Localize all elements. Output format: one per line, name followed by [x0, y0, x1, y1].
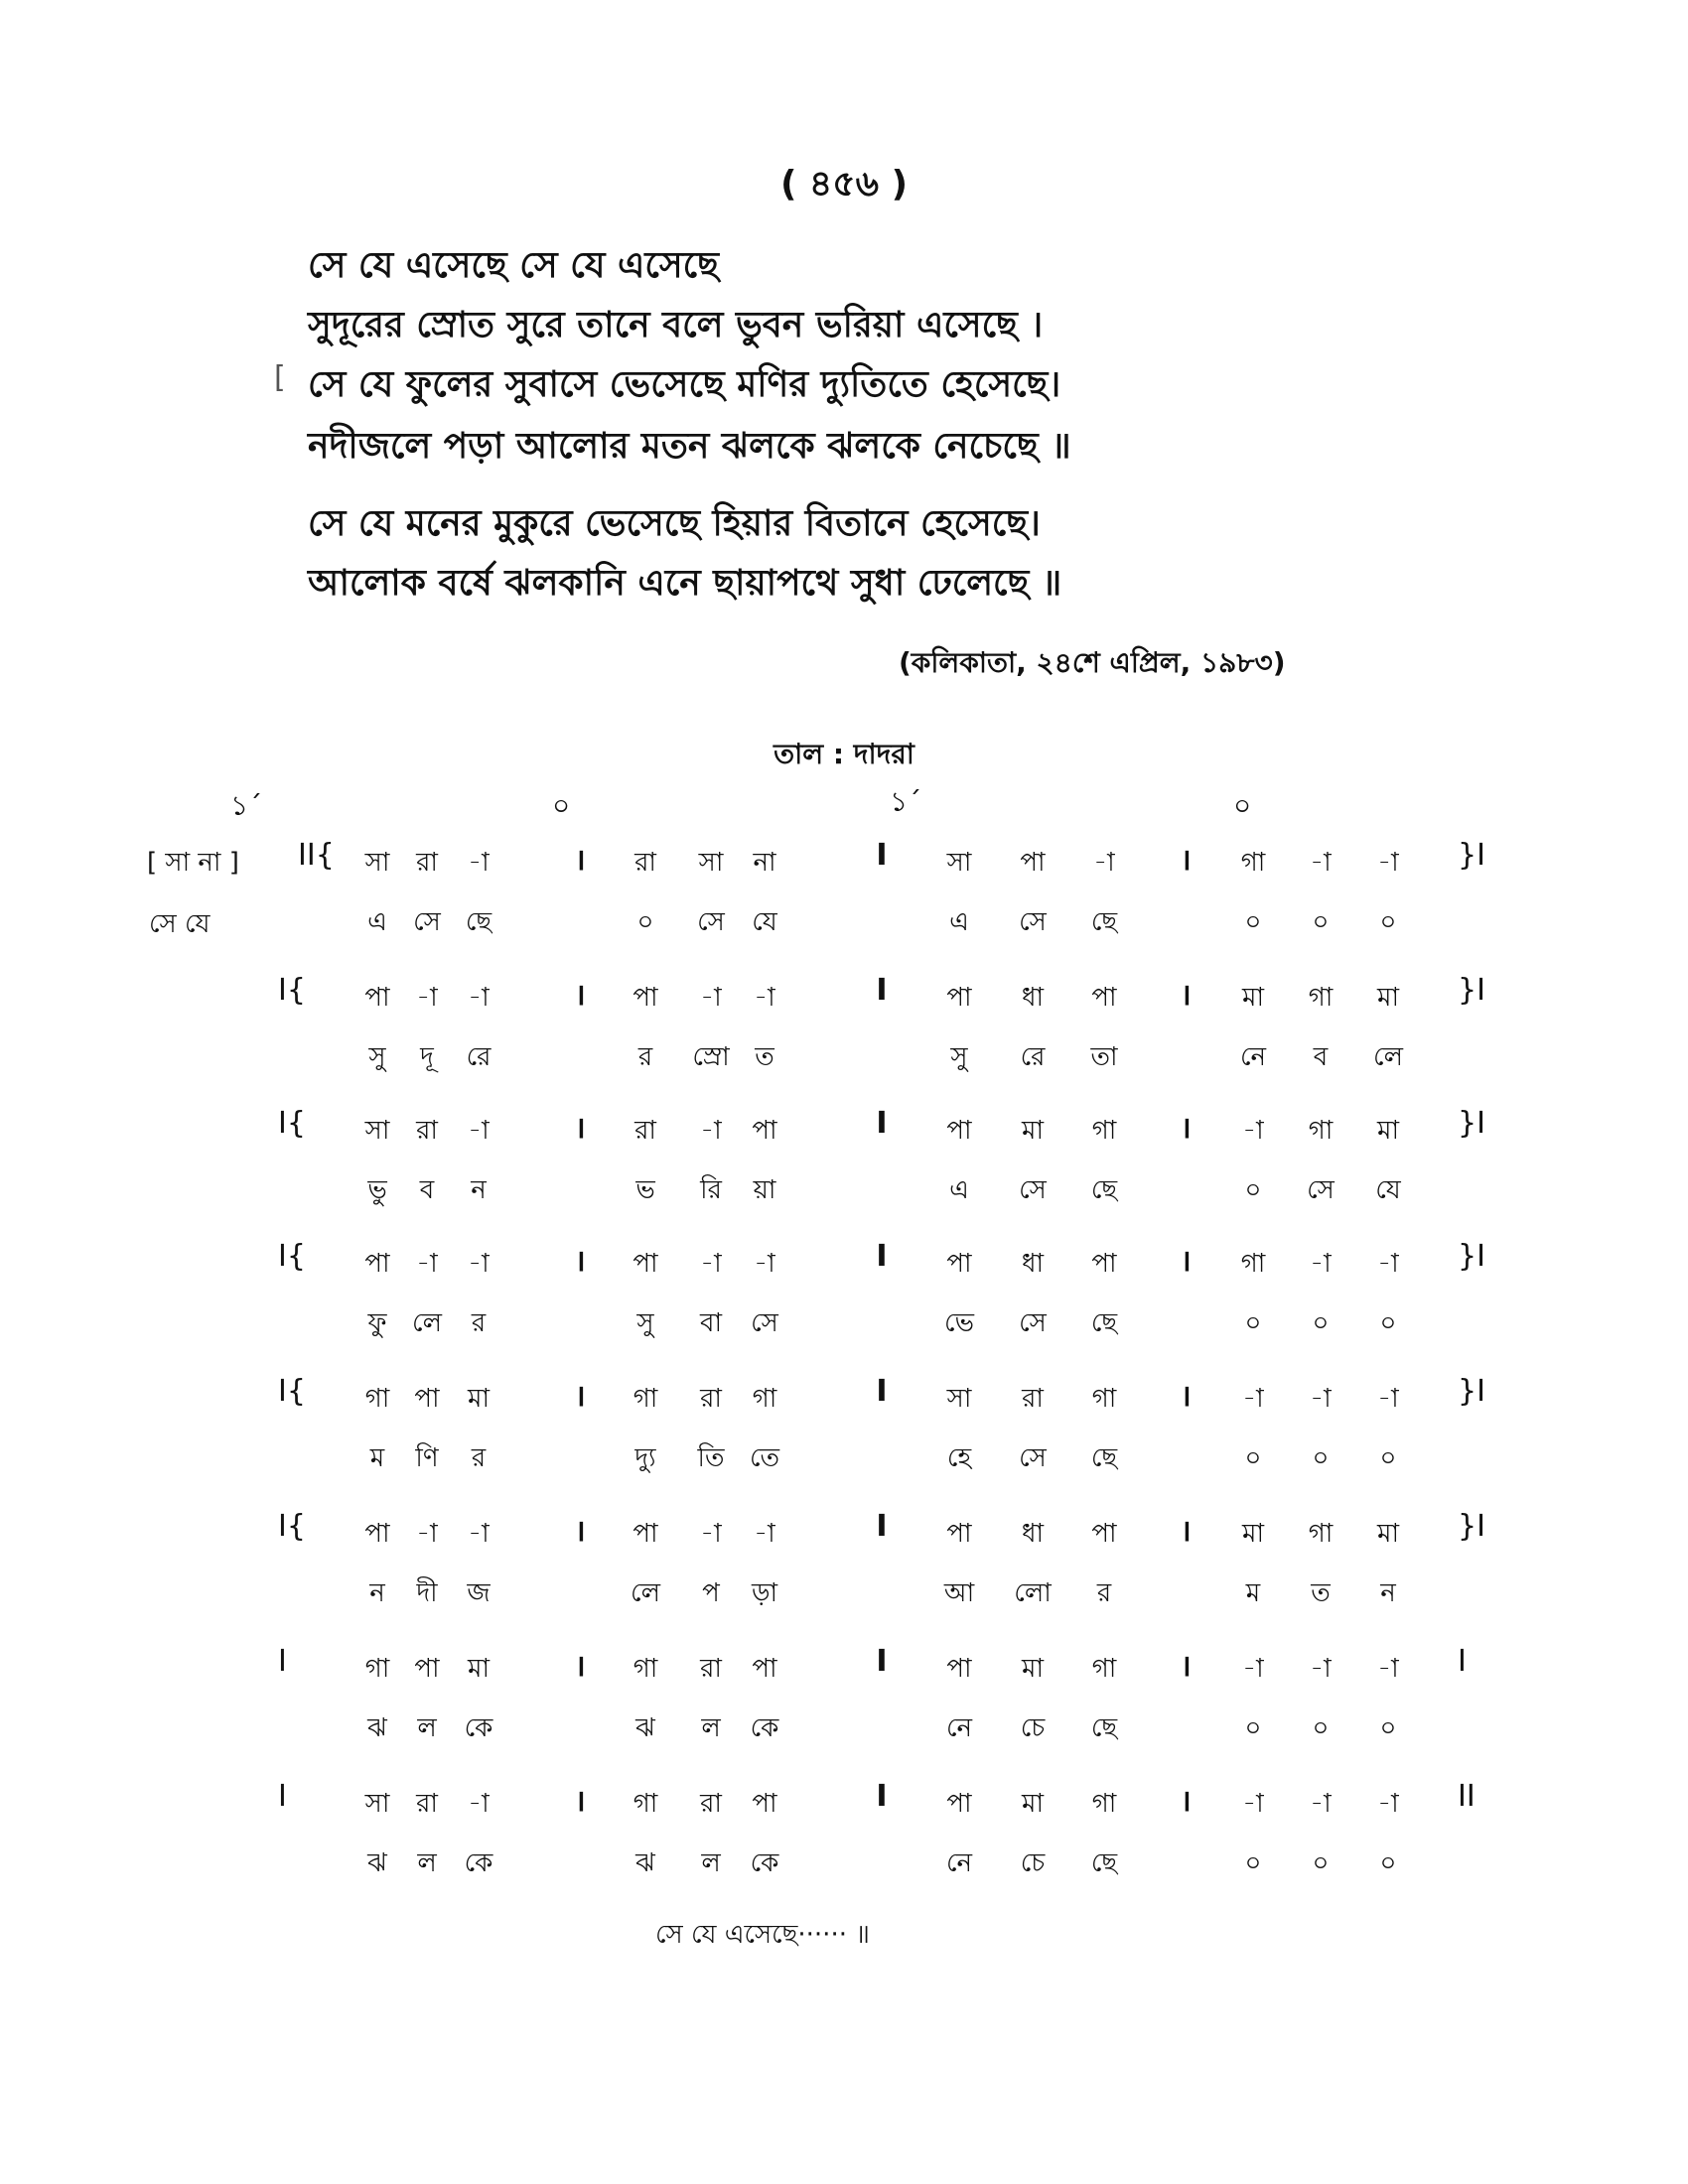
swar-note: গা	[364, 1654, 390, 1684]
swar-note: গা	[364, 1384, 390, 1414]
swar-note: পা	[752, 1116, 777, 1146]
swar-note: সা	[364, 1789, 390, 1819]
swar-note: মা	[1022, 1116, 1044, 1146]
lyric-syllable: ছে	[1090, 1308, 1118, 1338]
swar-note: -া	[700, 1249, 722, 1279]
lyric-syllable: সে	[1307, 1175, 1335, 1205]
swar-note: গা	[1240, 848, 1266, 878]
lyric-syllable: লো	[1014, 1578, 1052, 1608]
swar-note: মা	[1242, 983, 1264, 1013]
lyric-syllable: কে	[464, 1848, 493, 1878]
swar-note: ধা	[1021, 1519, 1045, 1549]
lyric-syllable: এ	[367, 907, 387, 937]
lyric-syllable: সে	[697, 907, 725, 937]
swar-note: -া	[1377, 1249, 1399, 1279]
swar-note: পা	[1091, 1519, 1117, 1549]
lyric-line: সে যে ফুলের সুবাসে ভেসেছে মণির দ্যুতিতে হেসেছে।	[308, 364, 1061, 405]
swar-note: সা	[364, 848, 390, 878]
lyric-syllable: লে	[412, 1308, 442, 1338]
lyric-syllable: ০	[1379, 1713, 1397, 1743]
lyric-syllable: কে	[750, 1848, 779, 1878]
lyric-syllable: ০	[1244, 907, 1262, 937]
swar-note: সা	[946, 1384, 972, 1414]
swar-note: -া	[1377, 1789, 1399, 1819]
prefix-swar: [ সা না ]	[147, 848, 239, 878]
lyric-syllable: ছে	[465, 907, 492, 937]
beat-marker: ১´	[230, 789, 263, 822]
lyric-syllable: চে	[1020, 1848, 1046, 1878]
row-close-mark: }I	[1458, 1509, 1485, 1544]
swar-note: গা	[1308, 1116, 1334, 1146]
lyric-syllable: ০	[1379, 1308, 1397, 1338]
lyric-syllable: ত	[755, 1042, 774, 1072]
swar-note: পা	[946, 1789, 972, 1819]
swar-note: রা	[1022, 1384, 1044, 1414]
row-open-mark: I{	[278, 1106, 306, 1141]
beat-marker: ০	[552, 789, 571, 822]
lyric-syllable: ঝ	[367, 1713, 387, 1743]
lyric-syllable: ছে	[1090, 1848, 1118, 1878]
lyric-syllable: ত	[1311, 1578, 1331, 1608]
bar-line: ।	[1180, 978, 1192, 1013]
swar-note: সা	[698, 848, 724, 878]
swar-note: পা	[414, 1384, 440, 1414]
bar-line: I	[876, 1239, 888, 1274]
swar-note: পা	[946, 983, 972, 1013]
lyric-syllable: ঝ	[367, 1848, 387, 1878]
lyric-syllable: ম	[369, 1443, 385, 1473]
lyric-syllable: ০	[636, 907, 654, 937]
swar-note: -া	[700, 1519, 722, 1549]
swar-note: -া	[1377, 1654, 1399, 1684]
row-open-mark: I{	[278, 1239, 306, 1274]
row-open-mark: I	[278, 1644, 287, 1679]
swar-note: -া	[468, 848, 490, 878]
bar-line: ।	[574, 1111, 586, 1146]
row-close-mark: }I	[1458, 973, 1485, 1008]
swar-note: রা	[416, 1116, 438, 1146]
lyric-syllable: ০	[1312, 1713, 1330, 1743]
lyric-syllable: বা	[699, 1308, 723, 1338]
lyric-syllable: ০	[1244, 1308, 1262, 1338]
prefix-lyric: সে যে	[149, 909, 211, 939]
bar-line: ।	[1180, 1379, 1192, 1414]
swar-note: -া	[1310, 1789, 1332, 1819]
swar-note: পা	[1091, 1249, 1117, 1279]
swar-note: -া	[1093, 848, 1115, 878]
swar-note: রা	[700, 1789, 722, 1819]
swar-note: পা	[946, 1116, 972, 1146]
swar-note: রা	[634, 1116, 656, 1146]
bar-line: ।	[574, 1244, 586, 1279]
beat-marker: ০	[1233, 789, 1252, 822]
lyric-syllable: ল	[701, 1848, 721, 1878]
swar-note: -া	[1310, 848, 1332, 878]
swar-note: পা	[946, 1519, 972, 1549]
lyric-syllable: রে	[466, 1042, 492, 1072]
lyric-syllable: ছে	[1090, 1175, 1118, 1205]
swar-note: -া	[1242, 1654, 1264, 1684]
swar-note: গা	[1308, 1519, 1334, 1549]
lyric-syllable: সে	[1019, 1175, 1047, 1205]
swar-note: -া	[1310, 1384, 1332, 1414]
lyric-syllable: ০	[1379, 907, 1397, 937]
lyric-syllable: ন	[471, 1175, 487, 1205]
swar-note: গা	[633, 1789, 658, 1819]
bar-line: I	[876, 1509, 888, 1544]
lyric-syllable: সু	[636, 1308, 654, 1338]
row-close-mark: }I	[1458, 1239, 1485, 1274]
lyric-syllable: র	[471, 1443, 487, 1473]
margin-bracket-mark: [	[274, 360, 286, 395]
swar-note: পা	[946, 1249, 972, 1279]
row-open-mark: I{	[278, 973, 306, 1008]
lyric-syllable: রি	[700, 1175, 722, 1205]
row-open-mark: II{	[298, 838, 335, 873]
lyric-syllable: ণি	[415, 1443, 439, 1473]
bar-line: I	[876, 1644, 888, 1679]
date-note: (কলিকাতা, ২৪শে এপ্রিল, ১৯৮৩)	[899, 646, 1286, 679]
swar-note: মা	[468, 1384, 490, 1414]
swar-note: -া	[468, 1789, 490, 1819]
lyric-syllable: র	[637, 1042, 653, 1072]
swar-note: পা	[364, 1519, 390, 1549]
lyric-syllable: ০	[1312, 1848, 1330, 1878]
lyric-syllable: তা	[1090, 1042, 1118, 1072]
lyric-syllable: রে	[1020, 1042, 1046, 1072]
bar-line: I	[876, 1106, 888, 1141]
bar-line: I	[876, 1374, 888, 1409]
lyric-syllable: তি	[697, 1443, 725, 1473]
swar-note: পা	[364, 983, 390, 1013]
swar-note: ধা	[1021, 983, 1045, 1013]
swar-note: গা	[1091, 1789, 1117, 1819]
swar-note: মা	[468, 1654, 490, 1684]
lyric-syllable: হে	[946, 1443, 972, 1473]
swar-note: পা	[633, 1519, 658, 1549]
lyric-syllable: ম	[1245, 1578, 1261, 1608]
lyric-line: নদীজলে পড়া আলোর মতন ঝলকে ঝলকে নেচেছে ॥	[308, 426, 1071, 467]
swar-note: পা	[1091, 983, 1117, 1013]
lyric-syllable: ০	[1244, 1848, 1262, 1878]
bar-line: I	[876, 973, 888, 1008]
swar-note: পা	[633, 983, 658, 1013]
bar-line: ।	[1180, 843, 1192, 878]
lyric-syllable: সে	[1019, 907, 1047, 937]
lyric-syllable: ব	[1313, 1042, 1329, 1072]
bar-line: ।	[574, 1514, 586, 1549]
swar-note: -া	[1377, 848, 1399, 878]
bar-line: ।	[574, 843, 586, 878]
lyric-syllable: র	[471, 1308, 487, 1338]
lyric-syllable: ভ	[635, 1175, 655, 1205]
lyric-syllable: সে	[413, 907, 441, 937]
lyric-syllable: ০	[1312, 1443, 1330, 1473]
swar-note: -া	[1310, 1654, 1332, 1684]
swar-note: পা	[364, 1249, 390, 1279]
swar-note: -া	[416, 1249, 438, 1279]
lyric-syllable: ০	[1379, 1848, 1397, 1878]
swar-note: -া	[416, 983, 438, 1013]
lyric-syllable: স্রো	[692, 1042, 730, 1072]
bar-line: ।	[574, 1379, 586, 1414]
lyric-syllable: ০	[1244, 1175, 1262, 1205]
row-open-mark: I{	[278, 1509, 306, 1544]
swar-note: পা	[633, 1249, 658, 1279]
swar-note: -া	[416, 1519, 438, 1549]
lyric-syllable: যে	[1375, 1175, 1401, 1205]
swar-note: পা	[752, 1654, 777, 1684]
bar-line: ।	[574, 978, 586, 1013]
page-number: ( ৪৫৬ )	[779, 164, 909, 205]
lyric-syllable: দ্যু	[634, 1443, 656, 1473]
lyric-syllable: সু	[950, 1042, 968, 1072]
swar-note: মা	[1377, 1116, 1399, 1146]
bar-line: ।	[1180, 1244, 1192, 1279]
lyric-syllable: ন	[1380, 1578, 1396, 1608]
lyric-syllable: লে	[1373, 1042, 1403, 1072]
lyric-line: আলোক বর্ষে ঝলকানি এনে ছায়াপথে সুধা ঢেলেছে ॥	[308, 563, 1062, 604]
lyric-syllable: সে	[751, 1308, 778, 1338]
lyric-line: সুদূরের স্রোত সুরে তানে বলে ভুবন ভরিয়া এসেছে ।	[308, 305, 1044, 345]
lyric-syllable: ভে	[944, 1308, 974, 1338]
swar-note: সা	[364, 1116, 390, 1146]
closing-line: সে যে এসেছে······ ॥	[655, 1920, 870, 1950]
lyric-syllable: এ	[949, 1175, 969, 1205]
swar-note: মা	[1022, 1654, 1044, 1684]
swar-note: -া	[700, 1116, 722, 1146]
swar-note: মা	[1022, 1789, 1044, 1819]
swar-note: পা	[1020, 848, 1046, 878]
swar-note: -া	[700, 983, 722, 1013]
lyric-line: সে যে মনের মুকুরে ভেসেছে হিয়ার বিতানে হেসেছে।	[308, 503, 1041, 544]
bar-line: ।	[574, 1649, 586, 1684]
row-open-mark: I	[278, 1779, 287, 1814]
swar-note: পা	[946, 1654, 972, 1684]
swar-note: -া	[468, 1519, 490, 1549]
lyric-syllable: ফু	[367, 1308, 387, 1338]
swar-note: মা	[1242, 1519, 1264, 1549]
lyric-syllable: দূ	[420, 1042, 434, 1072]
swar-note: পা	[752, 1789, 777, 1819]
lyric-syllable: তে	[749, 1443, 780, 1473]
lyric-syllable: জ	[467, 1578, 491, 1608]
swar-note: মা	[1377, 983, 1399, 1013]
lyric-syllable: ঝ	[635, 1848, 655, 1878]
row-open-mark: I{	[278, 1374, 306, 1409]
swar-note: গা	[1091, 1384, 1117, 1414]
swar-note: গা	[752, 1384, 777, 1414]
lyric-syllable: ০	[1244, 1443, 1262, 1473]
swar-note: গা	[633, 1384, 658, 1414]
swar-note: পা	[414, 1654, 440, 1684]
lyric-syllable: ল	[417, 1848, 437, 1878]
swar-note: -া	[754, 983, 775, 1013]
row-close-mark: }I	[1458, 1106, 1485, 1141]
lyric-syllable: ০	[1379, 1443, 1397, 1473]
lyric-syllable: ০	[1312, 907, 1330, 937]
swar-note: -া	[1310, 1249, 1332, 1279]
lyric-syllable: আ	[943, 1578, 975, 1608]
lyric-syllable: এ	[949, 907, 969, 937]
swar-note: সা	[946, 848, 972, 878]
bar-line: ।	[1180, 1111, 1192, 1146]
lyric-syllable: সে	[1019, 1443, 1047, 1473]
swar-note: রা	[416, 1789, 438, 1819]
swar-note: ধা	[1021, 1249, 1045, 1279]
swar-note: গা	[1240, 1249, 1266, 1279]
row-close-mark: }I	[1458, 838, 1485, 873]
lyric-syllable: ল	[417, 1713, 437, 1743]
lyric-syllable: কে	[750, 1713, 779, 1743]
lyric-syllable: য়া	[753, 1175, 776, 1205]
swar-note: গা	[1091, 1116, 1117, 1146]
row-close-mark: II	[1458, 1779, 1476, 1814]
swar-note: -া	[1242, 1384, 1264, 1414]
lyric-syllable: দী	[416, 1578, 438, 1608]
lyric-syllable: ঝ	[635, 1713, 655, 1743]
swar-note: রা	[700, 1384, 722, 1414]
swar-note: রা	[700, 1654, 722, 1684]
bar-line: I	[876, 1779, 888, 1814]
lyric-syllable: চে	[1020, 1713, 1046, 1743]
lyric-syllable: ল	[701, 1713, 721, 1743]
lyric-syllable: ব	[419, 1175, 435, 1205]
lyric-syllable: লে	[631, 1578, 660, 1608]
bar-line: I	[876, 838, 888, 873]
lyric-syllable: কে	[464, 1713, 493, 1743]
swar-note: না	[753, 848, 776, 878]
row-close-mark: I	[1458, 1644, 1467, 1679]
lyric-syllable: ভু	[367, 1175, 387, 1205]
swar-note: গা	[1308, 983, 1334, 1013]
swar-note: -া	[468, 983, 490, 1013]
swar-note: -া	[1242, 1789, 1264, 1819]
bar-line: ।	[1180, 1784, 1192, 1819]
lyric-syllable: যে	[752, 907, 777, 937]
swar-note: -া	[754, 1249, 775, 1279]
swar-note: মা	[1377, 1519, 1399, 1549]
swar-note: গা	[633, 1654, 658, 1684]
lyric-syllable: নে	[945, 1848, 973, 1878]
lyric-syllable: ছে	[1090, 1443, 1118, 1473]
lyric-syllable: সে	[1019, 1308, 1047, 1338]
lyric-syllable: ন	[369, 1578, 385, 1608]
bar-line: ।	[1180, 1649, 1192, 1684]
lyric-syllable: ০	[1244, 1713, 1262, 1743]
swar-note: -া	[468, 1249, 490, 1279]
bar-line: ।	[574, 1784, 586, 1819]
swar-note: -া	[1242, 1116, 1264, 1146]
swar-note: -া	[1377, 1384, 1399, 1414]
swar-note: গা	[1091, 1654, 1117, 1684]
swar-note: রা	[634, 848, 656, 878]
swar-note: -া	[754, 1519, 775, 1549]
lyric-syllable: ড়া	[751, 1578, 778, 1608]
lyric-syllable: ০	[1312, 1308, 1330, 1338]
lyric-syllable: ছে	[1090, 1713, 1118, 1743]
swar-note: -া	[468, 1116, 490, 1146]
bar-line: ।	[1180, 1514, 1192, 1549]
lyric-line: সে যে এসেছে সে যে এসেছে	[308, 245, 719, 286]
row-close-mark: }I	[1458, 1374, 1485, 1409]
taal-header: তাল : দাদরা	[774, 738, 914, 770]
lyric-syllable: নে	[1239, 1042, 1267, 1072]
beat-marker: ১´	[890, 785, 922, 818]
lyric-syllable: নে	[945, 1713, 973, 1743]
lyric-syllable: প	[702, 1578, 720, 1608]
lyric-syllable: ছে	[1090, 907, 1118, 937]
swar-note: রা	[416, 848, 438, 878]
lyric-syllable: র	[1096, 1578, 1112, 1608]
lyric-syllable: সু	[368, 1042, 386, 1072]
